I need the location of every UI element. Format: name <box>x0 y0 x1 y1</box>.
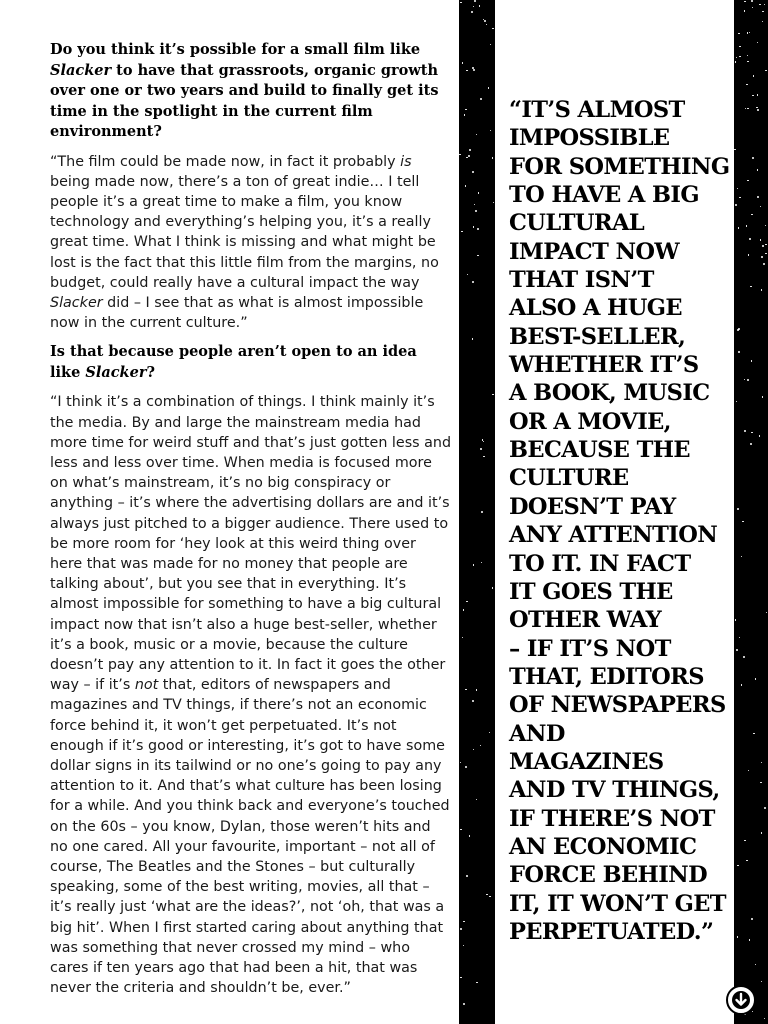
speck <box>736 401 738 403</box>
speck <box>737 936 739 938</box>
speck <box>480 98 482 100</box>
pull-quote-line: BECAUSE THE <box>509 437 690 464</box>
speck <box>460 762 462 764</box>
speck <box>466 875 468 877</box>
speck <box>737 188 739 190</box>
speck <box>744 379 746 381</box>
speck <box>477 255 479 257</box>
speck <box>760 206 762 208</box>
pull-quote-line: PERPETUATED.” <box>509 918 714 945</box>
speck <box>747 108 749 110</box>
speck <box>755 964 757 966</box>
speck <box>738 351 740 353</box>
speck <box>462 637 464 639</box>
speck <box>468 155 470 157</box>
speck <box>756 107 758 109</box>
pull-quote-line: AND <box>509 720 565 747</box>
speck <box>764 4 766 6</box>
speck <box>463 1003 465 1005</box>
speck <box>466 601 468 603</box>
speck <box>473 226 475 228</box>
speck <box>460 928 462 930</box>
speck <box>750 286 752 288</box>
speck <box>761 832 763 834</box>
speck <box>475 210 477 212</box>
speck <box>473 749 475 751</box>
pull-quote-line: IF THERE’S NOT <box>509 805 715 832</box>
speck <box>469 835 471 837</box>
pull-quote-line: IMPACT NOW <box>509 238 680 265</box>
answer-1: “The film could be made now, in fact it probably is being made now, there’s a ton of great indie… I tell people it’s a great time to make a film, you know technology and everything’s helping you, it’s a really great time. What I think is missing and what might be lost is the fact that this little film from the margins, no budget, could really have a cultural impact the way Slacker did – I see that as what is almost impossible now in the current culture.” <box>50 153 439 332</box>
speck <box>480 745 482 747</box>
speck <box>741 684 743 686</box>
pull-quote-line: OF NEWSPAPERS <box>509 692 726 719</box>
speck <box>749 939 751 941</box>
speck <box>741 556 743 558</box>
speck <box>486 24 488 26</box>
speck <box>477 228 479 230</box>
speck <box>753 75 755 77</box>
speck <box>463 609 465 611</box>
speck <box>760 239 762 241</box>
speck <box>460 829 462 831</box>
speck <box>738 33 740 35</box>
pull-quote-line: THAT ISN’T <box>509 267 654 294</box>
speck <box>464 114 466 116</box>
speck <box>478 192 480 194</box>
speck <box>738 227 740 229</box>
speck <box>493 202 495 204</box>
pull-quote-line: MAGAZINES <box>509 748 664 775</box>
speck <box>760 782 762 784</box>
speck <box>472 171 474 173</box>
pull-quote-line: CULTURAL <box>509 210 645 237</box>
speck <box>735 619 737 621</box>
speck <box>480 448 482 450</box>
speck <box>473 564 475 566</box>
speck <box>751 0 753 2</box>
speck <box>757 94 759 96</box>
speck <box>762 245 764 247</box>
speck <box>749 238 751 240</box>
speck <box>743 656 745 658</box>
speck <box>469 149 471 151</box>
speck <box>737 329 739 331</box>
speck <box>476 982 478 984</box>
speck <box>759 4 761 6</box>
speck <box>746 225 748 227</box>
speck <box>483 456 485 458</box>
speck <box>757 196 759 198</box>
speck <box>490 44 492 46</box>
speck <box>737 865 739 867</box>
answer-2: “I think it’s a combination of things. I think mainly it’s the media. By and large the mainstream media had more time for weird stuff and that’s just gotten less and less and less over time. When media is focused more on what’s mainstream, it’s no big conspiracy or anything – it’s where the advertising dollars are and it’s always just pitched to a bigger audience. There used to be more room for ‘hey look at this weird thing over here that was made for no money that people are talking about’, but you see that in everything. It’s almost impossible for something to have a big cultural impact now that isn’t also a huge best-seller, whether it’s a book, music or a movie, because the culture doesn’t pay any attention to it. In fact it goes the other way – if it’s not that, editors of newspapers and magazines and TV things, if there’s not an economic force behind it, it won’t get perpetuated. It’s not enough if it’s good or interesting, it’s got to have some dollar signs in its tailwind or no one’s going to pay any attention to it. And that’s what culture has been losing for a while. And you think back and everyone’s touched on the 60s – you know, Dylan, those weren’t hits and no one cared. All your favourite, important – not all of course, The Beatles and the Stones – but culturally speaking, some of the best writing, movies, all that – it’s really just ‘what are the ideas?’, not ‘oh, that was a big hit’. When I first started caring about anything that was something that never crossed my mind – who cares if ten years ago that had been a hit, that was never the criteria and shouldn’t be, ever.” <box>50 394 452 997</box>
pull-quote-line: IT GOES THE <box>509 578 673 605</box>
speck <box>486 894 488 896</box>
speck <box>463 945 465 947</box>
pull-quote-line: THAT, EDITORS <box>509 663 704 690</box>
speck <box>765 225 767 227</box>
pull-quote-line: “IT’S ALMOST <box>509 97 685 123</box>
speck <box>473 69 475 71</box>
speck <box>751 918 753 920</box>
speck <box>766 612 768 614</box>
speck <box>474 204 476 206</box>
speck <box>744 1 746 3</box>
speck <box>484 20 486 22</box>
speck <box>752 1011 754 1013</box>
speck <box>739 197 741 199</box>
speck <box>482 439 484 441</box>
speck <box>735 204 737 206</box>
speck <box>735 61 737 63</box>
speck <box>473 6 475 8</box>
speck <box>462 62 464 64</box>
speck <box>492 157 494 159</box>
speck <box>757 42 759 44</box>
speck <box>746 860 748 862</box>
article-body <box>50 40 452 1007</box>
speck <box>465 689 467 691</box>
speck <box>744 10 746 12</box>
pull-quote-line: TO HAVE A BIG <box>509 182 699 209</box>
speck <box>762 396 764 398</box>
speck <box>752 157 754 159</box>
speck <box>481 511 483 513</box>
speck <box>460 977 462 979</box>
speck <box>757 109 759 111</box>
speck <box>749 32 751 34</box>
speck <box>471 11 473 13</box>
pull-quote-line: AND TV THINGS, <box>509 777 720 804</box>
speck <box>739 56 741 58</box>
decorative-band-right <box>734 0 768 1024</box>
pull-quote-line: DOESN’T PAY <box>509 493 676 520</box>
speck <box>490 130 492 132</box>
speck <box>751 214 753 216</box>
speck <box>472 338 474 340</box>
speck <box>747 379 749 381</box>
speck <box>492 28 494 30</box>
speck <box>747 61 749 63</box>
question-2: Is that because people aren’t open to an idea like Slacker? <box>50 343 417 381</box>
speck <box>755 678 757 680</box>
speck <box>752 95 754 97</box>
speck <box>465 109 467 111</box>
speck <box>761 256 763 258</box>
speck <box>764 1018 766 1020</box>
speck <box>765 70 767 72</box>
speck <box>459 154 461 156</box>
speck <box>753 733 755 735</box>
speck <box>465 185 467 187</box>
speck <box>488 87 490 89</box>
speck <box>751 360 753 362</box>
pull-quote-line: TO IT. IN FACT <box>509 550 691 577</box>
speck <box>748 770 750 772</box>
speck <box>489 896 491 898</box>
pull-quote-line: WHETHER IT’S <box>509 352 699 379</box>
speck <box>746 84 748 86</box>
decorative-band-left <box>459 0 495 1024</box>
speck <box>739 637 741 639</box>
speck <box>762 11 764 13</box>
speck <box>763 263 765 265</box>
speck <box>761 981 763 983</box>
pull-quote-line: – IF IT’S NOT <box>509 635 671 662</box>
speck <box>734 149 736 151</box>
speck <box>460 2 462 4</box>
speck <box>479 5 481 7</box>
speck <box>742 521 744 523</box>
speck <box>472 700 474 702</box>
pull-quote-line: AN ECONOMIC <box>509 833 697 860</box>
speck <box>744 430 746 432</box>
speck <box>466 157 468 159</box>
speck <box>476 689 478 691</box>
speck <box>747 180 749 182</box>
speck <box>762 21 764 23</box>
speck <box>736 57 738 59</box>
speck <box>467 274 469 276</box>
speck <box>744 840 746 842</box>
speck <box>466 70 468 72</box>
pull-quote-line: IMPOSSIBLE <box>509 125 670 152</box>
speck <box>745 108 747 110</box>
speck <box>492 394 494 396</box>
speck <box>739 46 741 48</box>
speck <box>759 435 761 437</box>
speck <box>761 762 763 764</box>
speck <box>474 0 476 2</box>
speck <box>736 649 738 651</box>
pull-quote-line: A BOOK, MUSIC <box>509 380 710 407</box>
pull-quote-line: IT, IT WON’T GET <box>509 890 726 917</box>
speck <box>750 443 752 445</box>
pull-quote-line: FOR SOMETHING <box>509 153 730 180</box>
pull-quote-line: FORCE BEHIND <box>509 862 707 889</box>
speck <box>461 231 463 233</box>
speck <box>476 134 478 136</box>
speck <box>752 7 754 9</box>
pull-quote-line: ALSO A HUGE <box>509 295 682 322</box>
question-1: Do you think it’s possible for a small film like Slacker to have that grassroots, organic growth over one or two years and build to finally get its time in the spotlight in the current film environment? <box>50 41 439 140</box>
speck <box>489 732 491 734</box>
speck <box>465 766 467 768</box>
speck <box>748 254 750 256</box>
speck <box>761 289 763 291</box>
speck <box>463 921 465 923</box>
pull-quote-line: OR A MOVIE, <box>509 408 671 435</box>
speck <box>747 55 749 57</box>
speck <box>757 169 759 171</box>
speck <box>737 508 739 510</box>
pull-quote <box>509 96 731 946</box>
pull-quote-line: BEST-SELLER, <box>509 323 686 350</box>
pull-quote-line: CULTURE <box>509 465 629 492</box>
speck <box>765 244 767 246</box>
speck <box>751 432 753 434</box>
speck <box>492 587 494 589</box>
speck <box>481 562 483 564</box>
speck <box>476 799 478 801</box>
speck <box>765 253 767 255</box>
pull-quote-line: OTHER WAY <box>509 607 662 634</box>
speck <box>472 281 474 283</box>
arrow-down-circle-icon <box>731 990 751 1010</box>
pull-quote-line: ANY ATTENTION <box>509 522 718 549</box>
speck <box>764 807 766 809</box>
speck <box>483 441 485 443</box>
next-page-button[interactable] <box>726 985 756 1015</box>
